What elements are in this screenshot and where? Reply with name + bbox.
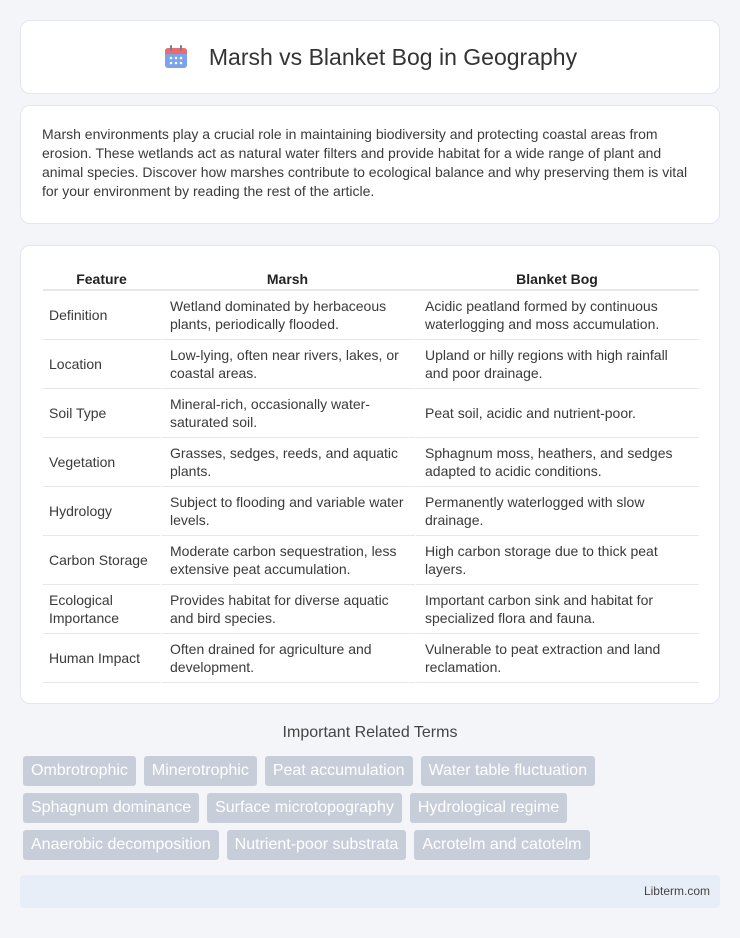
cell-feature: Location — [43, 340, 160, 389]
cell-feature: Soil Type — [43, 389, 160, 438]
intro-card — [20, 105, 720, 224]
footer — [20, 875, 720, 908]
cell-marsh: Grasses, sedges, reeds, and aquatic plants. — [160, 438, 415, 487]
table-row — [43, 634, 699, 683]
cell-bog: Permanently waterlogged with slow drainage. — [415, 487, 699, 536]
table-row — [43, 585, 699, 634]
cell-feature: Hydrology — [43, 487, 160, 536]
header-card — [20, 20, 720, 94]
cell-bog: Sphagnum moss, heathers, and sedges adapted to acidic conditions. — [415, 438, 699, 487]
cell-marsh: Provides habitat for diverse aquatic and bird species. — [160, 585, 415, 634]
table-row — [43, 389, 699, 438]
cell-marsh: Moderate carbon sequestration, less extensive peat accumulation. — [160, 536, 415, 585]
cell-bog: Vulnerable to peat extraction and land reclamation. — [415, 634, 699, 683]
cell-bog: Peat soil, acidic and nutrient-poor. — [415, 389, 699, 438]
term-tag[interactable]: Ombrotrophic — [23, 756, 136, 786]
cell-bog: Important carbon sink and habitat for specialized flora and fauna. — [415, 585, 699, 634]
cell-marsh: Low-lying, often near rivers, lakes, or coastal areas. — [160, 340, 415, 389]
cell-bog: High carbon storage due to thick peat layers. — [415, 536, 699, 585]
table-row — [43, 291, 699, 340]
comparison-table-card — [20, 245, 720, 704]
cell-marsh: Often drained for agriculture and development. — [160, 634, 415, 683]
cell-bog: Acidic peatland formed by continuous waterlogging and moss accumulation. — [415, 291, 699, 340]
term-tag[interactable]: Anaerobic decomposition — [23, 830, 219, 860]
term-tag[interactable]: Sphagnum dominance — [23, 793, 199, 823]
cell-bog: Upland or hilly regions with high rainfall and poor drainage. — [415, 340, 699, 389]
page-title: Marsh vs Blanket Bog in Geography — [208, 43, 578, 70]
title-wrap — [163, 44, 577, 71]
term-tag[interactable]: Minerotrophic — [144, 756, 257, 786]
related-terms — [23, 756, 723, 867]
term-tag[interactable]: Hydrological regime — [410, 793, 567, 823]
term-tag[interactable]: Surface microtopography — [207, 793, 402, 823]
cell-feature: Human Impact — [43, 634, 160, 683]
term-tag[interactable]: Acrotelm and catotelm — [414, 830, 589, 860]
header-feature: Feature — [43, 265, 160, 291]
related-terms-title: Important Related Terms — [282, 724, 458, 741]
term-tag[interactable]: Water table fluctuation — [421, 756, 596, 786]
cell-marsh: Mineral-rich, occasionally water-saturated soil. — [160, 389, 415, 438]
cell-feature: Definition — [43, 291, 160, 340]
cell-feature: Ecological Importance — [43, 585, 160, 634]
term-row — [23, 756, 723, 786]
header-blanket-bog: Blanket Bog — [415, 265, 699, 291]
comparison-table — [43, 265, 699, 683]
cell-feature: Carbon Storage — [43, 536, 160, 585]
footer-brand[interactable]: Libterm.com — [643, 884, 710, 898]
cell-feature: Vegetation — [43, 438, 160, 487]
term-tag[interactable]: Nutrient-poor substrata — [227, 830, 407, 860]
term-row — [23, 830, 723, 860]
term-row — [23, 793, 723, 823]
header-marsh: Marsh — [160, 265, 415, 291]
table-header-row — [43, 265, 699, 291]
table-row — [43, 487, 699, 536]
table-row — [43, 536, 699, 585]
intro-text: Marsh environments play a crucial role in maintaining biodiversity and protecting coastal areas from erosion. These wetlands act as natural water filters and provide habitat for a wide range of plant and animal species. Discover how marshes contribute to ecological balance and why preserving them is vital for your environment by reading the rest of the article. — [42, 126, 688, 199]
cell-marsh: Wetland dominated by herbaceous plants, periodically flooded. — [160, 291, 415, 340]
table-row — [43, 438, 699, 487]
term-tag[interactable]: Peat accumulation — [265, 756, 413, 786]
calendar-icon — [163, 44, 189, 70]
cell-marsh: Subject to flooding and variable water levels. — [160, 487, 415, 536]
table-row — [43, 340, 699, 389]
